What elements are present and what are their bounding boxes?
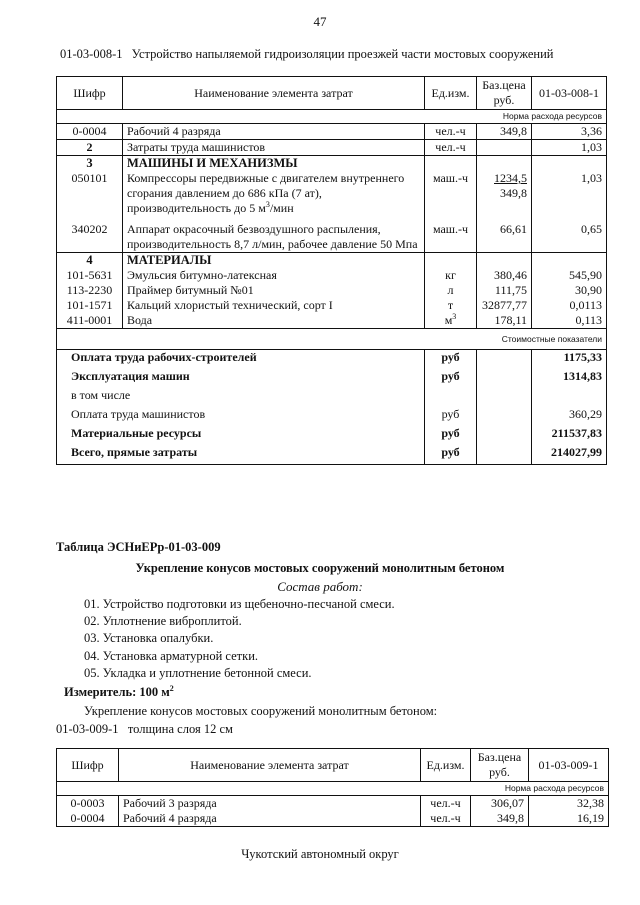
table-row: 0-0004 Рабочий 4 разряда чел.-ч 349,8 3,36	[57, 124, 607, 140]
table-heading: Таблица ЭСНиЕРр-01-03-009	[56, 540, 221, 554]
works-heading: Состав работ:	[277, 579, 363, 594]
table-row: 411-0001 Вода $м^3$ 178,11 0,113	[57, 313, 607, 329]
cost-row: Оплата труда машинистов руб 360,29	[57, 407, 607, 426]
table-title-01-03-008-1	[60, 47, 554, 62]
table-row: 050101 Компрессоры передвижные с двигателем внутреннего сгорания давлением до 686 кПа (7 ат), производительность до 5 $м^3$/мин маш.-ч 1234,5 349,8 1,03	[57, 171, 607, 222]
work-item: 03. Установка опалубки.	[84, 631, 214, 645]
cost-row: Всего, прямые затраты руб 214027,99	[57, 445, 607, 465]
table-header-row	[57, 77, 607, 110]
header-price: Баз.цена руб.	[477, 77, 532, 110]
table-code: 01-03-008-1	[60, 47, 123, 61]
header-name: Наименование элемента затрат	[123, 77, 425, 110]
table-row: 101-5631 Эмульсия битумно-латексная кг 380,46 545,90	[57, 268, 607, 283]
header-code: Шифр	[57, 77, 123, 110]
table-description: Укрепление конусов мостовых сооружений монолитным бетоном:	[84, 704, 438, 718]
work-item: 02. Уплотнение виброплитой.	[84, 614, 242, 628]
subtable-title: 01-03-009-1 толщина слоя 12 см	[56, 722, 233, 736]
section-row-machines: 3 МАШИНЫ И МЕХАНИЗМЫ	[57, 156, 607, 172]
norm-label: Норма расхода ресурсов	[57, 110, 607, 124]
table-row: 0-0004 Рабочий 4 разряда чел.-ч 349,8 16,19	[57, 811, 609, 827]
table-row: 2 Затраты труда машинистов чел.-ч 1,03	[57, 140, 607, 156]
page-footer: Чукотский автономный округ	[241, 847, 399, 861]
measure: Измеритель: 100 $м^2$	[64, 683, 174, 699]
header-norm: 01-03-008-1	[532, 77, 607, 110]
cost-row: Материальные ресурсы руб 211537,83	[57, 426, 607, 445]
table-row: 113-2230 Праймер битумный №01 л 111,75 30,90	[57, 283, 607, 298]
work-item: 05. Укладка и уплотнение бетонной смеси.	[84, 666, 312, 680]
header-unit: Ед.изм.	[425, 77, 477, 110]
section-row-materials: 4 МАТЕРИАЛЫ	[57, 253, 607, 269]
table-title-text: Устройство напыляемой гидроизоляции проезжей части мостовых сооружений	[131, 47, 554, 61]
table-row: 340202 Аппарат окрасочный безвоздушного распыления, производительность 8,7 л/мин, рабочее давление 50 Мпа маш.-ч 66,61 0,65	[57, 222, 607, 253]
work-item: 01. Устройство подготовки из щебеночно-песчаной смеси.	[84, 597, 395, 611]
cost-label: Стоимостные показатели	[57, 329, 607, 350]
norm-label: Норма расхода ресурсов	[57, 782, 609, 796]
table-row: 0-0003 Рабочий 3 разряда чел.-ч 306,07 32,38	[57, 796, 609, 812]
resources-table-01-03-009-1	[56, 748, 609, 827]
cost-row: Оплата труда рабочих-строителей руб 1175,33	[57, 350, 607, 370]
page-number: 47	[313, 14, 327, 29]
table-header-row: Шифр Наименование элемента затрат Ед.изм. Баз.цена руб. 01-03-009-1	[57, 749, 609, 782]
cost-row: в том числе	[57, 388, 607, 407]
resources-table-01-03-008-1	[56, 76, 607, 465]
cost-row: Эксплуатация машин руб 1314,83	[57, 369, 607, 388]
table-row: 101-1571 Кальций хлористый технический, сорт I т 32877,77 0,0113	[57, 298, 607, 313]
work-item: 04. Установка арматурной сетки.	[84, 649, 259, 663]
table-subtitle: Укрепление конусов мостовых сооружений монолитным бетоном	[135, 561, 505, 575]
